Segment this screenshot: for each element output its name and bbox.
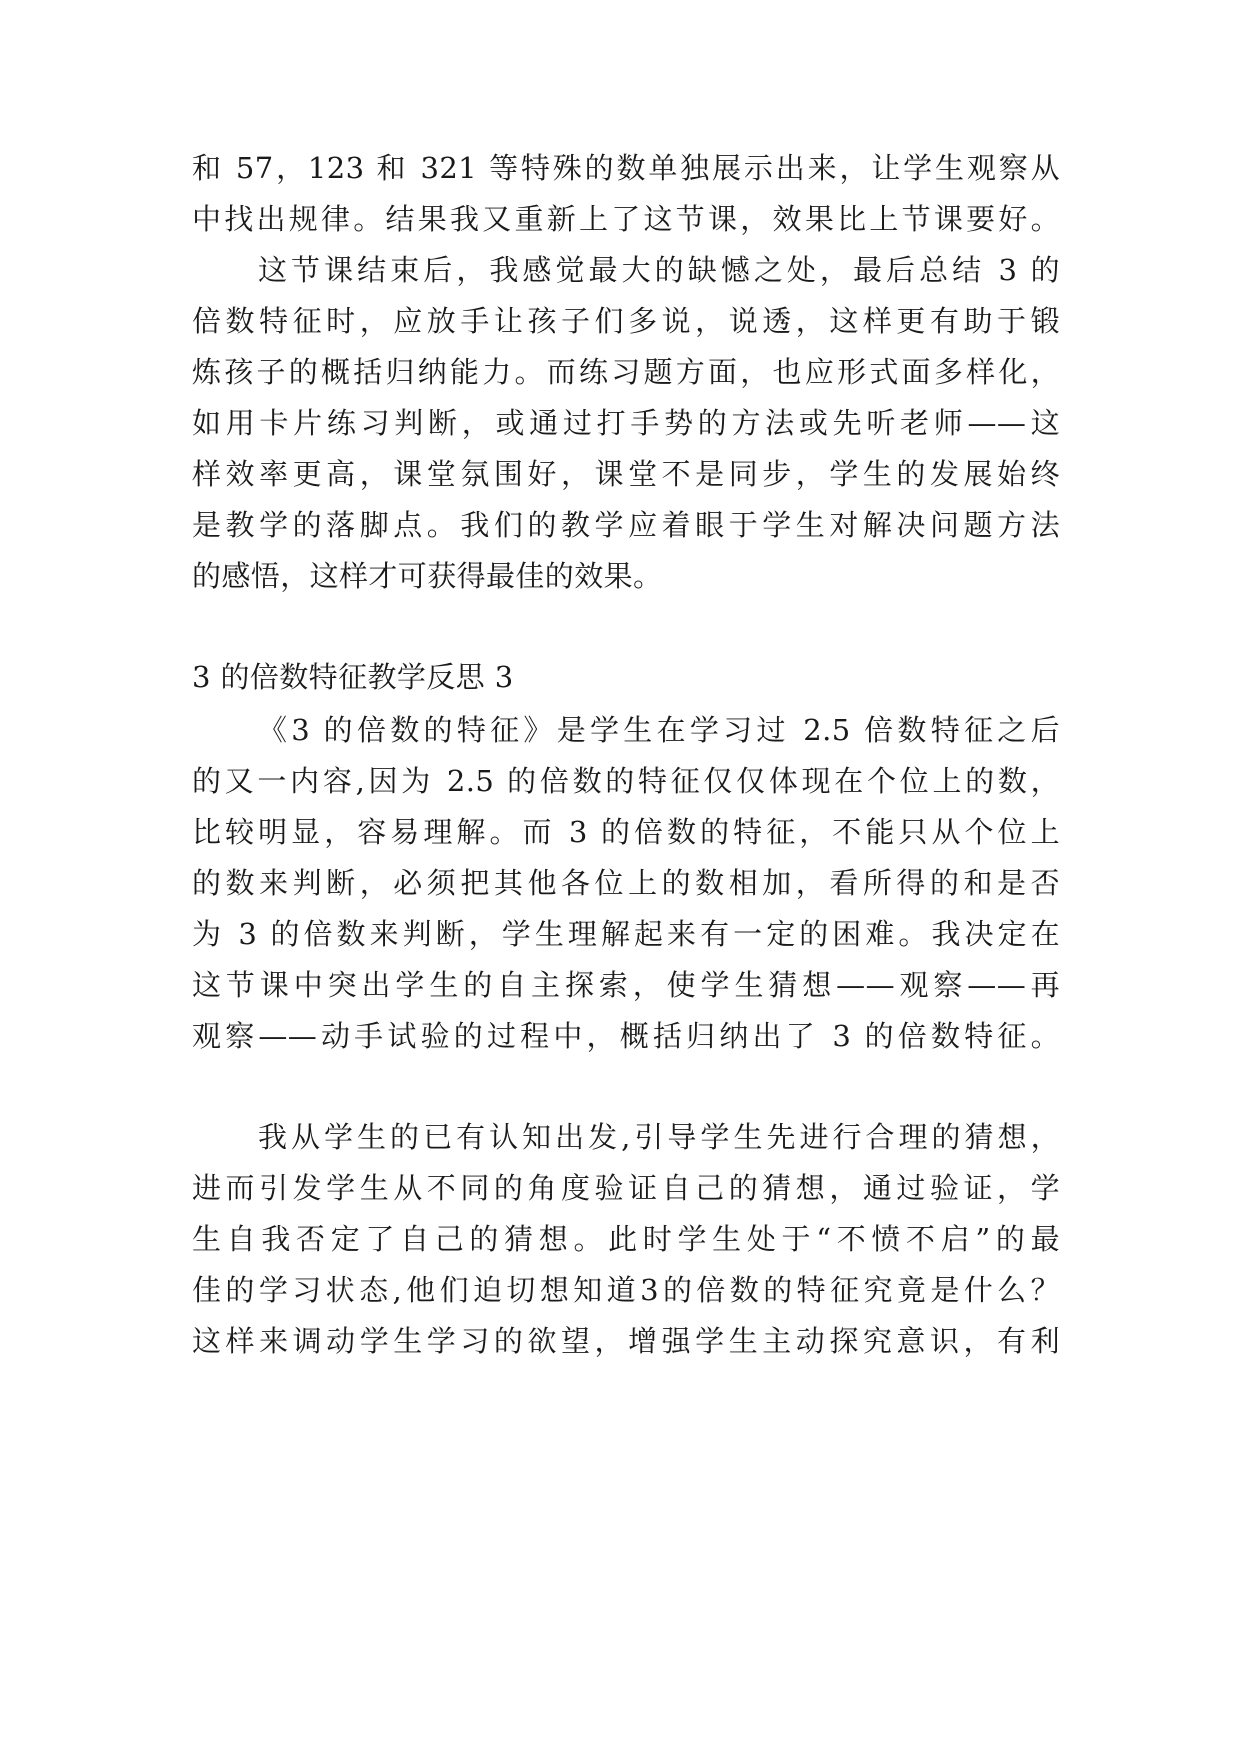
paragraph-line: 中找出规律。结果我又重新上了这节课，效果比上节课要好。: [192, 202, 1060, 236]
paragraph-line: 《3 的倍数的特征》是学生在学习过 2.5 倍数特征之后: [258, 713, 1060, 747]
paragraph-line: 的又一内容,因为 2.5 的倍数的特征仅仅体现在个位上的数，: [192, 764, 1060, 798]
paragraph-line: 的感悟，这样才可获得最佳的效果。: [192, 559, 663, 593]
paragraph-line: 我从学生的已有认知出发,引导学生先进行合理的猜想，: [258, 1120, 1060, 1154]
paragraph-line: 这节课结束后，我感觉最大的缺憾之处，最后总结 3 的: [258, 253, 1060, 287]
paragraph-line: 进而引发学生从不同的角度验证自己的猜想，通过验证，学: [192, 1171, 1060, 1205]
paragraph-line: 如用卡片练习判断，或通过打手势的方法或先听老师——这: [192, 406, 1060, 440]
paragraph-line: 炼孩子的概括归纳能力。而练习题方面，也应形式面多样化，: [192, 355, 1060, 389]
paragraph-line: 和 57，123 和 321 等特殊的数单独展示出来，让学生观察从: [192, 151, 1060, 185]
paragraph-line: 样效率更高，课堂氛围好，课堂不是同步，学生的发展始终: [192, 457, 1060, 491]
paragraph-line: 是教学的落脚点。我们的教学应着眼于学生对解决问题方法: [192, 508, 1060, 542]
paragraph-line: 比较明显，容易理解。而 3 的倍数的特征，不能只从个位上: [192, 815, 1060, 849]
paragraph-line: 观察——动手试验的过程中，概括归纳出了 3 的倍数特征。: [192, 1019, 1060, 1053]
paragraph-line: 佳的学习状态,他们迫切想知道3的倍数的特征究竟是什么？: [192, 1273, 1060, 1307]
paragraph-line: 的数来判断，必须把其他各位上的数相加，看所得的和是否: [192, 866, 1060, 900]
paragraph-line: 这节课中突出学生的自主探索，使学生猜想——观察——再: [192, 968, 1060, 1002]
paragraph-line: 倍数特征时，应放手让孩子们多说，说透，这样更有助于锻: [192, 304, 1060, 338]
paragraph-line: 这样来调动学生学习的欲望，增强学生主动探究意识，有利: [192, 1324, 1060, 1358]
section-heading: 3 的倍数特征教学反思 3: [192, 660, 514, 694]
paragraph-line: 为 3 的倍数来判断，学生理解起来有一定的困难。我决定在: [192, 917, 1060, 951]
paragraph-line: 生自我否定了自己的猜想。此时学生处于“不愤不启”的最: [192, 1222, 1060, 1256]
